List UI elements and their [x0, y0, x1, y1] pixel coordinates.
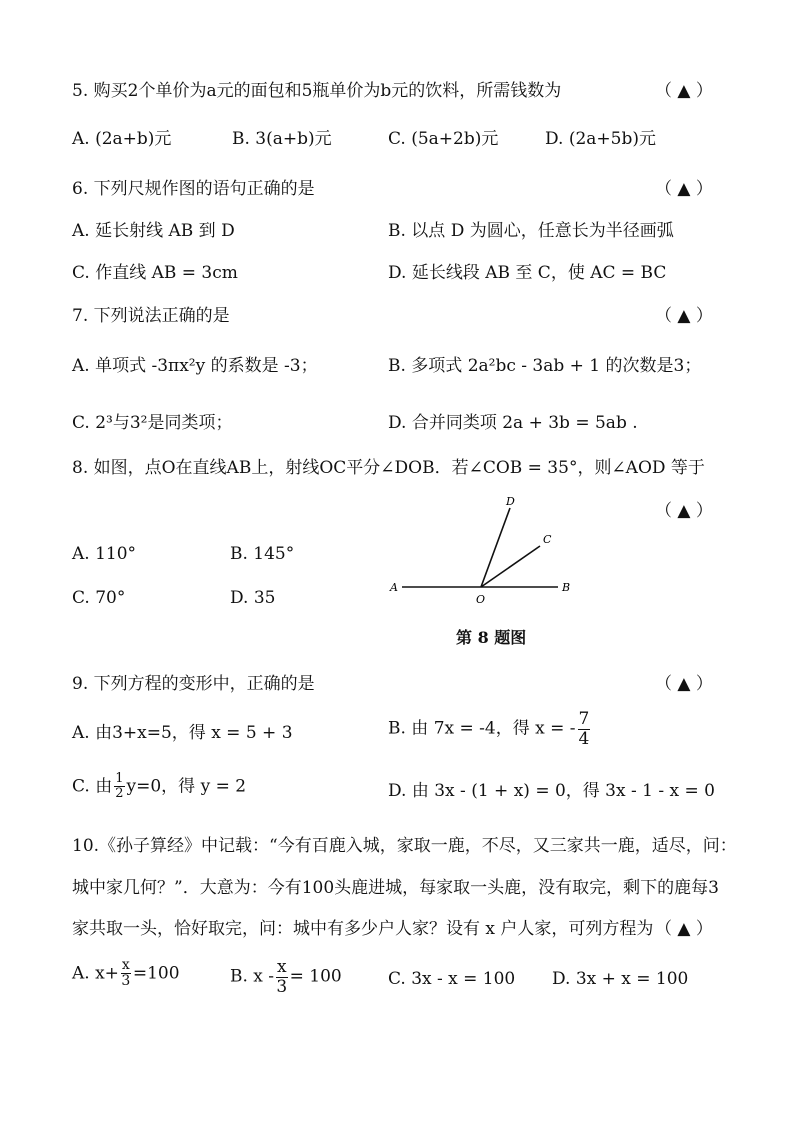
q10-line-3: 家共取一头，恰好取完，问：城中有多少户人家？设有 x 户人家，可列方程为 — [72, 919, 654, 939]
q7-option-a: A. 单项式 -3πx²y 的系数是 -3； — [72, 356, 318, 376]
q6-option-b: B. 以点 D 为圆心，任意长为半径画弧 — [388, 221, 674, 241]
q6-stem: 6. 下列尺规作图的语句正确的是 — [72, 179, 315, 199]
q9-option-c-text-post: y=0，得 y = 2 — [126, 776, 247, 797]
fraction-numerator: 7 — [578, 709, 590, 729]
label-c: C — [543, 533, 552, 546]
fraction-denominator: 4 — [578, 728, 590, 749]
q10-option-b-text-post: = 100 — [289, 966, 342, 987]
fraction-denominator: 2 — [115, 786, 124, 802]
q10-option-b-fraction — [276, 958, 288, 996]
q5-option-a: A. (2a+b)元 — [72, 129, 172, 149]
q6-option-d: D. 延长线段 AB 至 C，使 AC = BC — [388, 263, 667, 283]
ray-od — [481, 508, 510, 587]
q5-option-b: B. 3(a+b)元 — [232, 129, 332, 149]
q10-line-1: 10.《孙子算经》中记载：“今有百鹿入城，家取一鹿，不尽，又三家共一鹿，适尽，问： — [72, 836, 737, 856]
q5-option-d: D. (2a+5b)元 — [545, 129, 656, 149]
q6-option-a: A. 延长射线 AB 到 D — [72, 221, 235, 241]
q10-option-a-text-post: =100 — [132, 963, 180, 984]
q9-answer-mark: （ ▲ ） — [655, 674, 713, 694]
q10-option-c: C. 3x - x = 100 — [388, 969, 516, 989]
q7-option-c: C. 2³与3²是同类项； — [72, 413, 233, 433]
q8-answer-mark: （ ▲ ） — [655, 501, 713, 521]
q9-option-c-text: C. 由 — [72, 776, 113, 797]
ray-oc — [481, 546, 540, 587]
q9-option-c — [72, 772, 246, 802]
q8-angle-figure — [380, 490, 590, 610]
fraction-numerator: x — [277, 957, 287, 977]
q6-option-c: C. 作直线 AB = 3cm — [72, 263, 238, 283]
fraction-numerator: 1 — [115, 771, 124, 786]
q10-line-2: 城中家几何？”．大意为：今有100头鹿进城，每家取一头鹿，没有取完，剩下的鹿每3 — [72, 878, 719, 898]
fraction-denominator: 3 — [276, 976, 288, 997]
q9-option-c-fraction — [114, 772, 124, 802]
q5-option-c: C. (5a+2b)元 — [388, 129, 499, 149]
q10-answer-mark: （ ▲ ） — [655, 919, 713, 939]
q8-option-a: A. 110° — [72, 544, 137, 564]
q7-option-b: B. 多项式 2a²bc - 3ab + 1 的次数是3； — [388, 356, 702, 376]
q9-option-a: A. 由3+x=5，得 x = 5 + 3 — [72, 723, 293, 743]
q10-option-a-fraction — [121, 958, 131, 990]
label-b: B — [562, 581, 571, 594]
q7-stem: 7. 下列说法正确的是 — [72, 306, 230, 326]
q8-option-d: D. 35 — [230, 588, 276, 608]
q10-option-b — [230, 958, 342, 996]
q6-answer-mark: （ ▲ ） — [655, 179, 713, 199]
q8-option-b: B. 145° — [230, 544, 295, 564]
q9-stem: 9. 下列方程的变形中，正确的是 — [72, 674, 315, 694]
q10-option-d: D. 3x + x = 100 — [552, 969, 689, 989]
q8-stem: 8. 如图，点O在直线AB上，射线OC平分∠DOB．若∠COB = 35°，则∠AOD 等于 — [72, 458, 705, 478]
q10-option-a-text: A. x+ — [72, 963, 119, 984]
q9-option-b-text: B. 由 7x = -4，得 x = - — [388, 718, 576, 739]
q8-option-c: C. 70° — [72, 588, 126, 608]
fraction-numerator: x — [121, 957, 130, 973]
q9-option-b — [388, 710, 592, 748]
q9-option-b-fraction — [578, 710, 591, 748]
fraction-denominator: 3 — [121, 973, 131, 990]
q7-answer-mark: （ ▲ ） — [655, 306, 713, 326]
q10-option-b-text: B. x - — [230, 966, 275, 987]
q8-figure-caption: 第 8 题图 — [456, 628, 527, 647]
q7-option-d: D. 合并同类项 2a + 3b = 5ab . — [388, 413, 638, 433]
label-d: D — [506, 495, 515, 508]
q9-option-d: D. 由 3x - (1 + x) = 0，得 3x - 1 - x = 0 — [388, 781, 715, 801]
label-o: O — [476, 593, 486, 606]
q10-option-a — [72, 958, 180, 990]
label-a: A — [390, 581, 398, 594]
q5-stem: 5. 购买2个单价为a元的面包和5瓶单价为b元的饮料，所需钱数为 — [72, 81, 562, 101]
q5-answer-mark: （ ▲ ） — [655, 81, 713, 101]
